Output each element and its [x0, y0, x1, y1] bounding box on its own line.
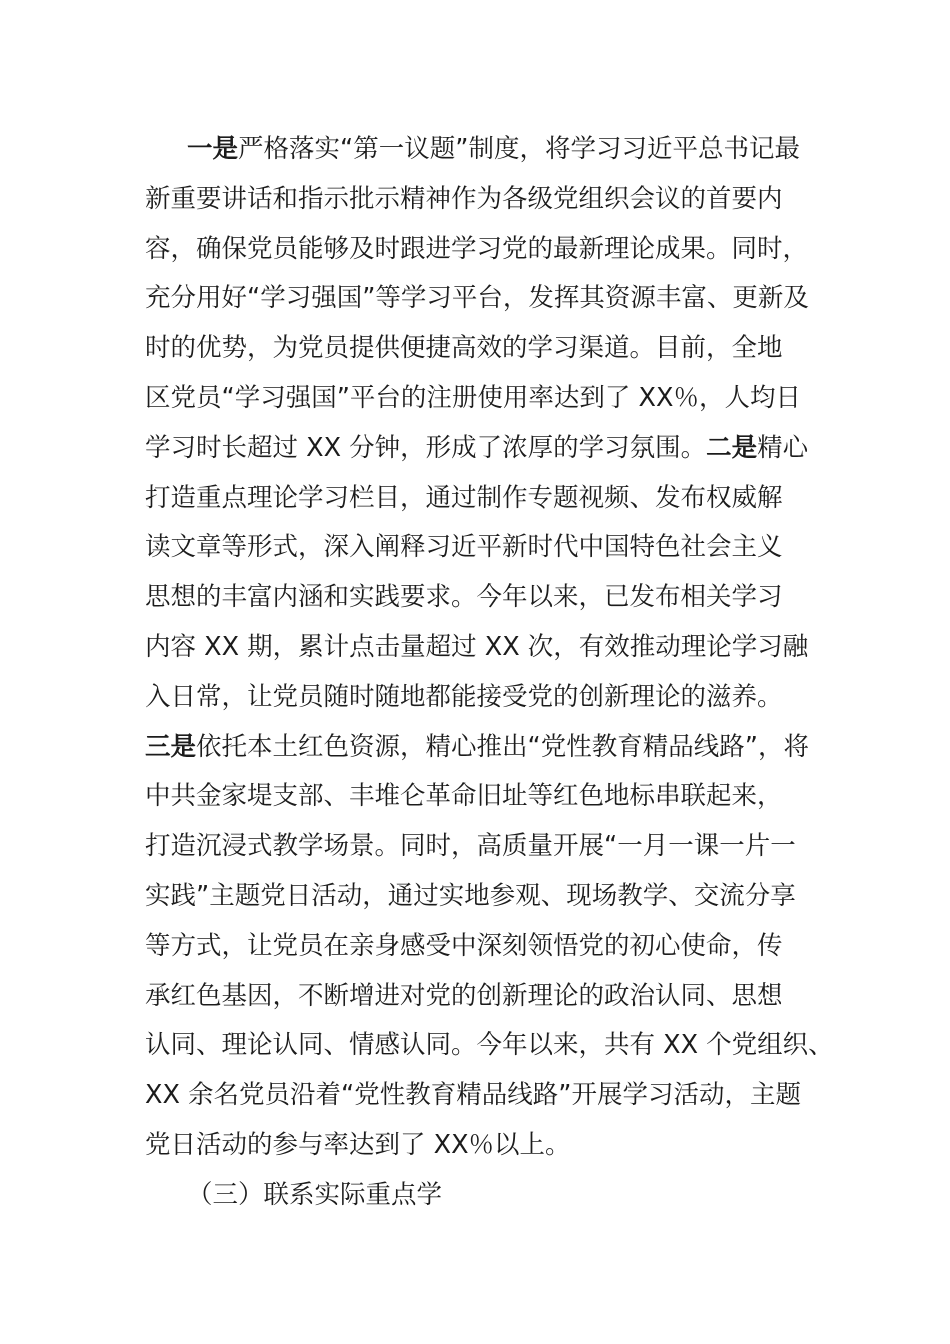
text-line-10: [145, 573, 865, 623]
text-line-12: [145, 673, 865, 723]
text-line-15: [145, 822, 865, 872]
line-text: 容，确保党员能够及时跟进学习党的最新理论成果。同时，: [145, 233, 809, 264]
section-heading: [145, 1171, 865, 1221]
line-text: 等方式，让党员在亲身感受中深刻领悟党的初心使命，传: [145, 930, 783, 961]
bold-lead-yi: 一是: [187, 134, 239, 164]
text-line-7: [145, 424, 865, 474]
text-line-4: [145, 274, 865, 324]
line-text: 内容 XX 期，累计点击量超过 XX 次，有效推动理论学习融: [145, 631, 809, 662]
line-text: 新重要讲话和指示批示精神作为各级党组织会议的首要内: [145, 183, 783, 214]
text-line-3: [145, 225, 865, 275]
line-text: 打造沉浸式教学场景。同时，高质量开展“一月一课一片一: [145, 831, 796, 862]
text-line-5: [145, 324, 865, 374]
text-line-6: [145, 374, 865, 424]
line-text-tail: 精心: [757, 432, 809, 463]
text-line-9: [145, 523, 865, 573]
bold-lead-er: 二是: [706, 432, 758, 463]
text-line-19: [145, 1021, 865, 1071]
line-text: 时的优势，为党员提供便捷高效的学习渠道。目前，全地: [145, 333, 783, 364]
bold-lead-san: 三是: [145, 731, 197, 762]
line-text: 依托本土红色资源，精心推出“党性教育精品线路”，将: [196, 731, 809, 762]
line-text: 区党员“学习强国”平台的注册使用率达到了 XX％，人均日: [145, 382, 801, 413]
text-line-21: [145, 1121, 865, 1171]
line-text: 思想的丰富内涵和实践要求。今年以来，已发布相关学习: [145, 582, 783, 613]
text-line-11: [145, 623, 865, 673]
text-line-18: [145, 972, 865, 1022]
text-line-2: [145, 175, 865, 225]
line-text: 读文章等形式，深入阐释习近平新时代中国特色社会主义: [145, 532, 783, 563]
text-line-13: [145, 723, 865, 773]
body-text: [145, 125, 865, 1221]
text-line-16: [145, 872, 865, 922]
line-text: 承红色基因，不断增进对党的创新理论的政治认同、思想: [145, 980, 783, 1011]
heading-text: （三）联系实际重点学: [187, 1179, 443, 1210]
line-text: 充分用好“学习强国”等学习平台，发挥其资源丰富、更新及: [145, 283, 809, 314]
line-text: XX 余名党员沿着“党性教育精品线路”开展学习活动，主题: [145, 1080, 801, 1111]
line-text: 学习时长超过 XX 分钟，形成了浓厚的学习氛围。: [145, 432, 707, 463]
line-text: 入日常，让党员随时随地都能接受党的创新理论的滋养。: [145, 681, 783, 712]
text-line-14: [145, 772, 865, 822]
text-line-17: [145, 922, 865, 972]
text-line-8: [145, 474, 865, 524]
text-line-1: [145, 125, 865, 175]
line-text: 打造重点理论学习栏目，通过制作专题视频、发布权威解: [145, 482, 783, 513]
line-text: 严格落实“第一议题”制度，将学习习近平总书记最: [238, 134, 800, 164]
line-text: 党日活动的参与率达到了 XX％以上。: [145, 1129, 571, 1160]
line-text: 认同、理论认同、情感认同。今年以来，共有 XX 个党组织、: [145, 1030, 834, 1061]
line-text: 中共金家堤支部、丰堆仑革命旧址等红色地标串联起来，: [145, 781, 783, 812]
text-line-20: [145, 1071, 865, 1121]
line-text: 实践”主题党日活动，通过实地参观、现场教学、交流分享: [145, 880, 796, 911]
